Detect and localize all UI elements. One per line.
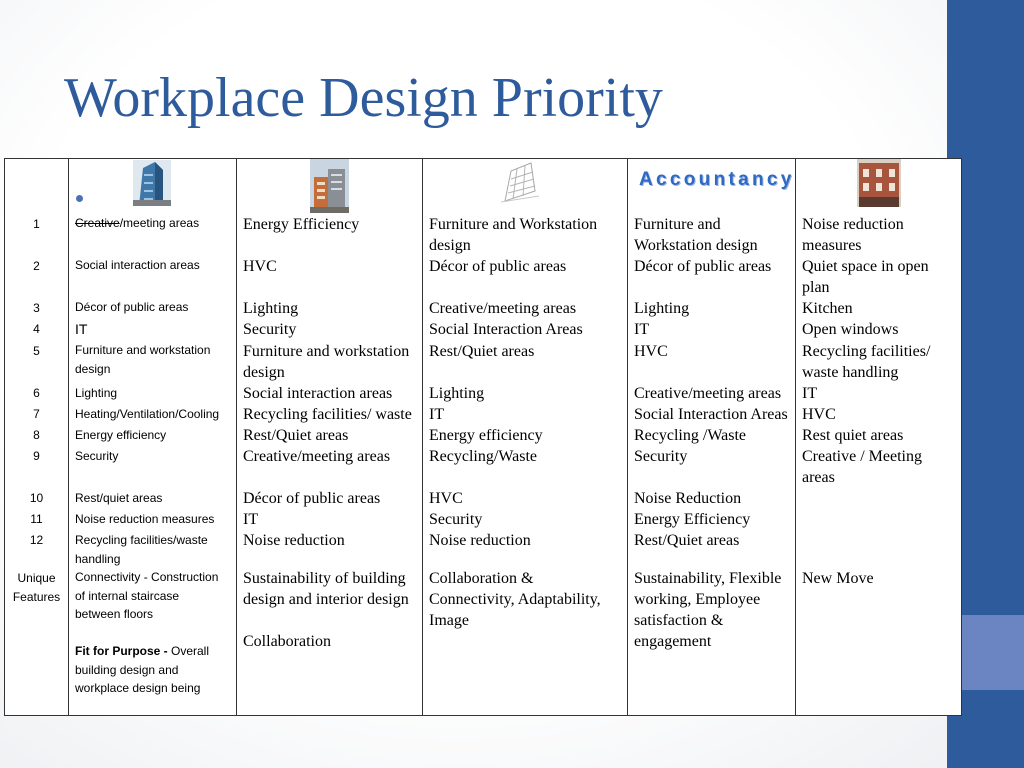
col1-row9: Security [75,449,119,463]
line: working, Employee [634,591,761,608]
col2-row11: IT [243,511,259,528]
line: Creative / Meeting [802,448,922,465]
line: workplace design being [75,681,201,695]
line: Image [429,612,469,629]
line: Furniture and [634,216,721,233]
line: design and interior design [243,591,409,608]
row-number: 5 [33,344,40,358]
unique-label-line: Features [12,589,61,604]
row-number: 11 [30,512,43,526]
col4-row11: Energy Efficiency [634,511,751,528]
col4-row7: Social Interaction Areas [634,406,788,423]
row-number: 1 [33,217,40,231]
row-number: 6 [33,386,40,400]
col1-row7: Heating/Ventilation/Cooling [75,407,220,421]
row-number: 7 [33,407,40,421]
fit-bold: Fit for Purpose - [75,644,171,658]
row-number: 9 [33,449,40,463]
col2-row3: Lighting [243,300,299,317]
col3-row3: Creative/meeting areas [429,300,577,317]
row-number: 3 [33,301,40,315]
column-divider [627,159,628,715]
line: Furniture and workstation [75,343,211,357]
col1-row12 [75,531,208,568]
column-divider [68,159,69,715]
line: Furniture and Workstation [429,216,598,233]
line: areas [802,469,835,486]
col5-row3: Kitchen [802,300,853,317]
col2-row4: Security [243,321,297,338]
building-sketch-icon [501,161,539,203]
line: between floors [75,607,154,621]
col1-row1-rest: /meeting areas [119,216,200,230]
col3-row8: Energy efficiency [429,427,543,444]
col3-row11: Security [429,511,483,528]
line: waste handling [802,364,899,381]
col1-row11: Noise reduction measures [75,512,215,526]
col5-row2 [802,256,929,298]
line: engagement [634,633,712,650]
accountancy-logo: Accountancy [639,169,795,190]
line: Connectivity - Construction [75,570,219,584]
line: Recycling facilities/waste [75,533,208,547]
line: Collaboration & [429,570,534,587]
brick-building-photo-icon [857,159,901,207]
line: Furniture and workstation [243,343,410,360]
col2-unique-extra: Collaboration [243,633,331,650]
col2-row2: HVC [243,258,277,275]
line: handling [75,551,121,566]
col3-row1 [429,214,597,256]
line: satisfaction & [634,612,724,629]
column-divider [795,159,796,715]
line: Recycling facilities/ [802,343,931,360]
line: Quiet space in open [802,258,929,275]
col4-row6: Creative/meeting areas [634,385,782,402]
column-divider [422,159,423,715]
unique-features-label [5,569,68,606]
line: design [429,237,471,254]
row-number: 10 [29,491,44,505]
col3-row7: IT [429,406,445,423]
line: Sustainability, Flexible [634,570,782,587]
bullet-dot [76,195,83,202]
col1-row4: IT [75,321,88,337]
col2-row8: Rest/Quiet areas [243,427,349,444]
col1-row2: Social interaction areas [75,258,200,272]
col3-row9: Recycling/Waste [429,448,538,465]
col2-unique [243,568,409,610]
line: plan [802,279,830,296]
col4-unique [634,568,781,652]
col1-row1 [75,214,199,233]
line: of internal staircase [75,588,180,603]
priority-table [4,158,962,716]
col3-row6: Lighting [429,385,485,402]
col1-unique [75,568,218,624]
col1-row6: Lighting [75,386,118,400]
col1-row8: Energy efficiency [75,428,167,442]
col4-row1 [634,214,758,256]
col4-row2: Décor of public areas [634,258,772,275]
col3-row4: Social Interaction Areas [429,321,583,338]
slide-title: Workplace Design Priority [64,67,663,129]
line: design [75,361,111,376]
line: Noise reduction [802,216,904,233]
col5-row9 [802,446,922,488]
office-building-photo-icon [310,159,349,213]
struck-word: Creative [75,216,120,230]
col3-unique [429,568,601,631]
line: Sustainability of building [243,570,406,587]
col1-row3: Décor of public areas [75,300,189,314]
col4-row4: IT [634,321,650,338]
col4-row9: Security [634,448,688,465]
line: Overall [171,644,210,658]
glass-tower-building-icon [133,160,171,206]
col5-row4: Open windows [802,321,899,338]
col2-row7: Recycling facilities/ waste [243,406,412,423]
line: design [243,364,285,381]
col2-row12: Noise reduction [243,532,345,549]
col5-row8: Rest quiet areas [802,427,904,444]
line: measures [802,237,862,254]
col2-row9: Creative/meeting areas [243,448,391,465]
col5-row1 [802,214,904,256]
column-divider [236,159,237,715]
col3-row2: Décor of public areas [429,258,567,275]
col5-row7: HVC [802,406,836,423]
col2-row1: Energy Efficiency [243,216,360,233]
col1-row10: Rest/quiet areas [75,491,163,505]
line: Workstation design [634,237,758,254]
col3-row12: Noise reduction [429,532,531,549]
col3-row10: HVC [429,490,463,507]
col5-row6: IT [802,385,818,402]
col4-row5: HVC [634,343,668,360]
col5-unique: New Move [802,570,874,587]
col2-row10: Décor of public areas [243,490,381,507]
col4-row3: Lighting [634,300,690,317]
row-number: 4 [33,322,40,336]
col1-row5 [75,341,210,378]
col2-row6: Social interaction areas [243,385,393,402]
col4-row8: Recycling /Waste [634,427,747,444]
col3-row5: Rest/Quiet areas [429,343,535,360]
row-number: 12 [29,533,44,547]
line: Connectivity, Adaptability, [429,591,601,608]
line: building design and [75,662,179,677]
col1-fit-for-purpose [75,642,209,698]
col5-row5 [802,341,930,383]
col2-row5 [243,341,409,383]
col4-row10: Noise Reduction [634,490,742,507]
row-number: 2 [33,259,40,273]
row-number: 8 [33,428,40,442]
unique-label-line: Unique [17,571,56,585]
col4-row12: Rest/Quiet areas [634,532,740,549]
